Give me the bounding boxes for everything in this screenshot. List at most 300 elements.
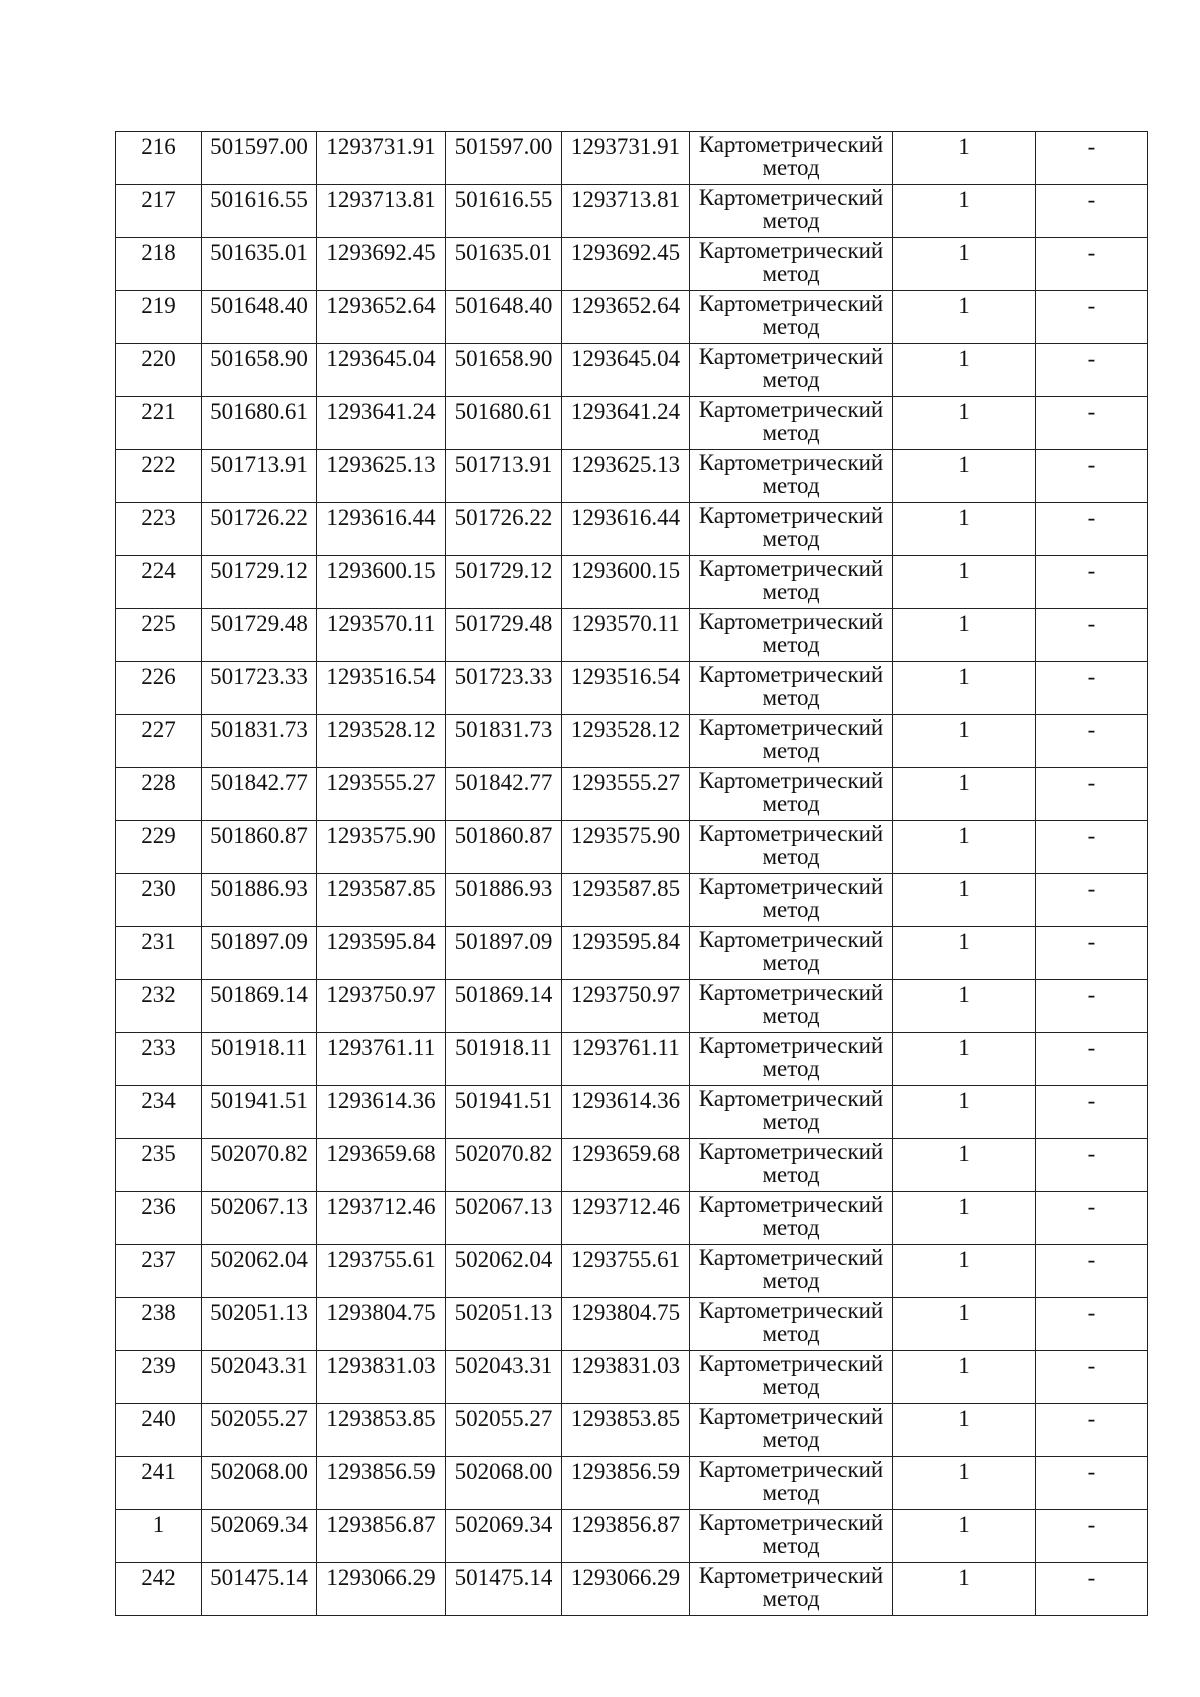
y-coordinate-cell: 1293600.15 [317, 556, 446, 609]
table-body [116, 132, 1148, 1616]
table-row [116, 503, 1148, 556]
x-coordinate-new-cell: 501897.09 [446, 927, 562, 980]
method-line-2: метод [762, 1586, 820, 1611]
y-coordinate-new-cell: 1293645.04 [562, 344, 690, 397]
method-line-1: Картометрический [698, 1563, 884, 1588]
accuracy-cell: 1 [893, 503, 1036, 556]
description-cell: - [1036, 503, 1148, 556]
method-line-2: метод [762, 685, 820, 710]
y-coordinate-cell: 1293066.29 [317, 1563, 446, 1616]
y-coordinate-cell: 1293625.13 [317, 450, 446, 503]
method-line-2: метод [762, 1003, 820, 1028]
x-coordinate-cell: 501831.73 [202, 715, 317, 768]
x-coordinate-cell: 501616.55 [202, 185, 317, 238]
method-cell [690, 344, 893, 397]
method-line-2: метод [762, 155, 820, 180]
table-row [116, 132, 1148, 185]
x-coordinate-cell: 501886.93 [202, 874, 317, 927]
method-cell [690, 1457, 893, 1510]
table-row [116, 291, 1148, 344]
x-coordinate-cell: 501648.40 [202, 291, 317, 344]
table-row [116, 450, 1148, 503]
accuracy-cell: 1 [893, 1033, 1036, 1086]
y-coordinate-new-cell: 1293587.85 [562, 874, 690, 927]
x-coordinate-cell: 502043.31 [202, 1351, 317, 1404]
accuracy-cell: 1 [893, 1298, 1036, 1351]
accuracy-cell: 1 [893, 609, 1036, 662]
table-row [116, 980, 1148, 1033]
method-cell [690, 1086, 893, 1139]
x-coordinate-cell: 502070.82 [202, 1139, 317, 1192]
description-cell: - [1036, 1245, 1148, 1298]
x-coordinate-new-cell: 501869.14 [446, 980, 562, 1033]
method-line-1: Картометрический [698, 609, 884, 634]
point-number-cell: 220 [116, 344, 202, 397]
y-coordinate-new-cell: 1293570.11 [562, 609, 690, 662]
point-number-cell: 240 [116, 1404, 202, 1457]
method-cell [690, 874, 893, 927]
method-line-1: Картометрический [698, 821, 884, 846]
method-line-1: Картометрический [698, 1298, 884, 1323]
description-cell: - [1036, 715, 1148, 768]
table-row [116, 556, 1148, 609]
accuracy-cell: 1 [893, 1086, 1036, 1139]
accuracy-cell: 1 [893, 980, 1036, 1033]
method-line-2: метод [762, 579, 820, 604]
y-coordinate-cell: 1293731.91 [317, 132, 446, 185]
method-line-1: Картометрический [698, 556, 884, 581]
method-cell [690, 662, 893, 715]
method-line-1: Картометрический [698, 450, 884, 475]
y-coordinate-cell: 1293516.54 [317, 662, 446, 715]
description-cell: - [1036, 1510, 1148, 1563]
table-row [116, 344, 1148, 397]
method-line-2: метод [762, 261, 820, 286]
table-row [116, 927, 1148, 980]
accuracy-cell: 1 [893, 927, 1036, 980]
x-coordinate-new-cell: 501842.77 [446, 768, 562, 821]
x-coordinate-new-cell: 501831.73 [446, 715, 562, 768]
method-line-2: метод [762, 950, 820, 975]
y-coordinate-cell: 1293712.46 [317, 1192, 446, 1245]
method-line-2: метод [762, 367, 820, 392]
y-coordinate-cell: 1293804.75 [317, 1298, 446, 1351]
accuracy-cell: 1 [893, 238, 1036, 291]
method-cell [690, 980, 893, 1033]
x-coordinate-new-cell: 501597.00 [446, 132, 562, 185]
point-number-cell: 238 [116, 1298, 202, 1351]
y-coordinate-cell: 1293853.85 [317, 1404, 446, 1457]
x-coordinate-cell: 501597.00 [202, 132, 317, 185]
table-row [116, 1510, 1148, 1563]
method-cell [690, 715, 893, 768]
y-coordinate-new-cell: 1293761.11 [562, 1033, 690, 1086]
y-coordinate-new-cell: 1293755.61 [562, 1245, 690, 1298]
x-coordinate-cell: 501680.61 [202, 397, 317, 450]
description-cell: - [1036, 1192, 1148, 1245]
table-row [116, 768, 1148, 821]
method-line-1: Картометрический [698, 980, 884, 1005]
y-coordinate-new-cell: 1293659.68 [562, 1139, 690, 1192]
description-cell: - [1036, 1033, 1148, 1086]
description-cell: - [1036, 874, 1148, 927]
method-line-1: Картометрический [698, 1457, 884, 1482]
method-line-2: метод [762, 844, 820, 869]
description-cell: - [1036, 980, 1148, 1033]
description-cell: - [1036, 397, 1148, 450]
method-cell [690, 185, 893, 238]
table-row [116, 1457, 1148, 1510]
method-line-1: Картометрический [698, 927, 884, 952]
method-line-2: метод [762, 1321, 820, 1346]
description-cell: - [1036, 609, 1148, 662]
description-cell: - [1036, 132, 1148, 185]
accuracy-cell: 1 [893, 1563, 1036, 1616]
method-line-1: Картометрический [698, 1510, 884, 1535]
method-line-2: метод [762, 208, 820, 233]
description-cell: - [1036, 1139, 1148, 1192]
method-line-2: метод [762, 1109, 820, 1134]
description-cell: - [1036, 1086, 1148, 1139]
coordinates-table [115, 131, 1148, 1616]
x-coordinate-cell: 501726.22 [202, 503, 317, 556]
method-line-2: метод [762, 526, 820, 551]
y-coordinate-new-cell: 1293614.36 [562, 1086, 690, 1139]
accuracy-cell: 1 [893, 1510, 1036, 1563]
point-number-cell: 241 [116, 1457, 202, 1510]
table-row [116, 609, 1148, 662]
accuracy-cell: 1 [893, 397, 1036, 450]
table-row [116, 1298, 1148, 1351]
description-cell: - [1036, 662, 1148, 715]
method-line-2: метод [762, 314, 820, 339]
point-number-cell: 221 [116, 397, 202, 450]
description-cell: - [1036, 450, 1148, 503]
accuracy-cell: 1 [893, 185, 1036, 238]
table-row [116, 1563, 1148, 1616]
point-number-cell: 222 [116, 450, 202, 503]
accuracy-cell: 1 [893, 662, 1036, 715]
method-line-2: метод [762, 632, 820, 657]
point-number-cell: 217 [116, 185, 202, 238]
method-line-1: Картометрический [698, 1192, 884, 1217]
method-line-2: метод [762, 738, 820, 763]
description-cell: - [1036, 1351, 1148, 1404]
method-cell [690, 1351, 893, 1404]
method-line-1: Картометрический [698, 1245, 884, 1270]
x-coordinate-new-cell: 502051.13 [446, 1298, 562, 1351]
method-cell [690, 556, 893, 609]
x-coordinate-cell: 501918.11 [202, 1033, 317, 1086]
accuracy-cell: 1 [893, 1457, 1036, 1510]
x-coordinate-cell: 501869.14 [202, 980, 317, 1033]
method-cell [690, 132, 893, 185]
y-coordinate-cell: 1293713.81 [317, 185, 446, 238]
point-number-cell: 235 [116, 1139, 202, 1192]
x-coordinate-cell: 501729.12 [202, 556, 317, 609]
x-coordinate-cell: 501842.77 [202, 768, 317, 821]
table-row [116, 1351, 1148, 1404]
y-coordinate-new-cell: 1293066.29 [562, 1563, 690, 1616]
table-row [116, 1139, 1148, 1192]
y-coordinate-cell: 1293761.11 [317, 1033, 446, 1086]
accuracy-cell: 1 [893, 1192, 1036, 1245]
accuracy-cell: 1 [893, 715, 1036, 768]
method-line-2: метод [762, 791, 820, 816]
x-coordinate-new-cell: 502067.13 [446, 1192, 562, 1245]
method-line-1: Картометрический [698, 291, 884, 316]
method-cell [690, 238, 893, 291]
accuracy-cell: 1 [893, 1351, 1036, 1404]
y-coordinate-cell: 1293528.12 [317, 715, 446, 768]
x-coordinate-cell: 502067.13 [202, 1192, 317, 1245]
x-coordinate-new-cell: 501729.48 [446, 609, 562, 662]
method-cell [690, 609, 893, 662]
x-coordinate-new-cell: 501648.40 [446, 291, 562, 344]
x-coordinate-cell: 501729.48 [202, 609, 317, 662]
description-cell: - [1036, 185, 1148, 238]
y-coordinate-new-cell: 1293625.13 [562, 450, 690, 503]
y-coordinate-new-cell: 1293856.59 [562, 1457, 690, 1510]
y-coordinate-new-cell: 1293595.84 [562, 927, 690, 980]
method-cell [690, 1192, 893, 1245]
x-coordinate-cell: 502069.34 [202, 1510, 317, 1563]
accuracy-cell: 1 [893, 768, 1036, 821]
y-coordinate-new-cell: 1293804.75 [562, 1298, 690, 1351]
x-coordinate-cell: 501635.01 [202, 238, 317, 291]
method-cell [690, 291, 893, 344]
x-coordinate-new-cell: 501729.12 [446, 556, 562, 609]
method-line-2: метод [762, 897, 820, 922]
method-line-2: метод [762, 1533, 820, 1558]
method-line-1: Картометрический [698, 1033, 884, 1058]
y-coordinate-cell: 1293831.03 [317, 1351, 446, 1404]
method-line-2: метод [762, 473, 820, 498]
table-row [116, 1245, 1148, 1298]
x-coordinate-cell: 502062.04 [202, 1245, 317, 1298]
description-cell: - [1036, 821, 1148, 874]
method-line-1: Картометрический [698, 397, 884, 422]
y-coordinate-new-cell: 1293528.12 [562, 715, 690, 768]
point-number-cell: 239 [116, 1351, 202, 1404]
y-coordinate-cell: 1293755.61 [317, 1245, 446, 1298]
table-row [116, 1404, 1148, 1457]
description-cell: - [1036, 1404, 1148, 1457]
method-line-1: Картометрический [698, 132, 884, 157]
method-line-1: Картометрический [698, 503, 884, 528]
method-line-1: Картометрический [698, 1086, 884, 1111]
x-coordinate-new-cell: 501860.87 [446, 821, 562, 874]
point-number-cell: 228 [116, 768, 202, 821]
y-coordinate-new-cell: 1293641.24 [562, 397, 690, 450]
y-coordinate-cell: 1293856.59 [317, 1457, 446, 1510]
method-line-1: Картометрический [698, 662, 884, 687]
table-row [116, 715, 1148, 768]
x-coordinate-cell: 502068.00 [202, 1457, 317, 1510]
method-cell [690, 1563, 893, 1616]
method-line-1: Картометрический [698, 715, 884, 740]
method-line-2: метод [762, 1215, 820, 1240]
point-number-cell: 224 [116, 556, 202, 609]
method-cell [690, 1404, 893, 1457]
accuracy-cell: 1 [893, 1404, 1036, 1457]
y-coordinate-new-cell: 1293616.44 [562, 503, 690, 556]
x-coordinate-cell: 501713.91 [202, 450, 317, 503]
y-coordinate-cell: 1293692.45 [317, 238, 446, 291]
x-coordinate-cell: 501723.33 [202, 662, 317, 715]
x-coordinate-new-cell: 502055.27 [446, 1404, 562, 1457]
table-row [116, 662, 1148, 715]
x-coordinate-new-cell: 501941.51 [446, 1086, 562, 1139]
y-coordinate-new-cell: 1293516.54 [562, 662, 690, 715]
method-cell [690, 1298, 893, 1351]
method-line-2: метод [762, 1427, 820, 1452]
y-coordinate-cell: 1293645.04 [317, 344, 446, 397]
x-coordinate-cell: 501897.09 [202, 927, 317, 980]
point-number-cell: 219 [116, 291, 202, 344]
method-cell [690, 503, 893, 556]
accuracy-cell: 1 [893, 450, 1036, 503]
x-coordinate-new-cell: 502069.34 [446, 1510, 562, 1563]
method-line-1: Картометрический [698, 1139, 884, 1164]
x-coordinate-new-cell: 502043.31 [446, 1351, 562, 1404]
point-number-cell: 223 [116, 503, 202, 556]
point-number-cell: 230 [116, 874, 202, 927]
method-line-1: Картометрический [698, 344, 884, 369]
y-coordinate-cell: 1293641.24 [317, 397, 446, 450]
table-row [116, 874, 1148, 927]
point-number-cell: 233 [116, 1033, 202, 1086]
description-cell: - [1036, 768, 1148, 821]
point-number-cell: 216 [116, 132, 202, 185]
x-coordinate-new-cell: 502070.82 [446, 1139, 562, 1192]
x-coordinate-new-cell: 501726.22 [446, 503, 562, 556]
table-row [116, 238, 1148, 291]
x-coordinate-cell: 501475.14 [202, 1563, 317, 1616]
y-coordinate-cell: 1293570.11 [317, 609, 446, 662]
y-coordinate-new-cell: 1293853.85 [562, 1404, 690, 1457]
accuracy-cell: 1 [893, 132, 1036, 185]
accuracy-cell: 1 [893, 1245, 1036, 1298]
y-coordinate-new-cell: 1293692.45 [562, 238, 690, 291]
x-coordinate-cell: 502055.27 [202, 1404, 317, 1457]
y-coordinate-cell: 1293614.36 [317, 1086, 446, 1139]
x-coordinate-new-cell: 501616.55 [446, 185, 562, 238]
y-coordinate-cell: 1293750.97 [317, 980, 446, 1033]
point-number-cell: 231 [116, 927, 202, 980]
method-line-1: Картометрический [698, 185, 884, 210]
method-cell [690, 450, 893, 503]
description-cell: - [1036, 556, 1148, 609]
x-coordinate-cell: 501658.90 [202, 344, 317, 397]
method-line-1: Картометрический [698, 238, 884, 263]
accuracy-cell: 1 [893, 291, 1036, 344]
y-coordinate-cell: 1293575.90 [317, 821, 446, 874]
table-row [116, 397, 1148, 450]
point-number-cell: 1 [116, 1510, 202, 1563]
table-row [116, 821, 1148, 874]
method-cell [690, 821, 893, 874]
x-coordinate-new-cell: 501723.33 [446, 662, 562, 715]
method-line-1: Картометрический [698, 1351, 884, 1376]
y-coordinate-new-cell: 1293750.97 [562, 980, 690, 1033]
x-coordinate-new-cell: 501658.90 [446, 344, 562, 397]
accuracy-cell: 1 [893, 1139, 1036, 1192]
x-coordinate-new-cell: 501680.61 [446, 397, 562, 450]
x-coordinate-new-cell: 501475.14 [446, 1563, 562, 1616]
point-number-cell: 227 [116, 715, 202, 768]
table-row [116, 185, 1148, 238]
method-cell [690, 1245, 893, 1298]
description-cell: - [1036, 1298, 1148, 1351]
y-coordinate-cell: 1293555.27 [317, 768, 446, 821]
description-cell: - [1036, 1563, 1148, 1616]
method-line-1: Картометрический [698, 874, 884, 899]
x-coordinate-new-cell: 501918.11 [446, 1033, 562, 1086]
method-cell [690, 927, 893, 980]
table-row [116, 1086, 1148, 1139]
point-number-cell: 225 [116, 609, 202, 662]
description-cell: - [1036, 927, 1148, 980]
accuracy-cell: 1 [893, 874, 1036, 927]
point-number-cell: 226 [116, 662, 202, 715]
x-coordinate-new-cell: 501886.93 [446, 874, 562, 927]
point-number-cell: 229 [116, 821, 202, 874]
accuracy-cell: 1 [893, 344, 1036, 397]
x-coordinate-new-cell: 502062.04 [446, 1245, 562, 1298]
y-coordinate-new-cell: 1293831.03 [562, 1351, 690, 1404]
y-coordinate-new-cell: 1293713.81 [562, 185, 690, 238]
point-number-cell: 242 [116, 1563, 202, 1616]
method-line-1: Картометрический [698, 1404, 884, 1429]
description-cell: - [1036, 238, 1148, 291]
method-line-2: метод [762, 1480, 820, 1505]
x-coordinate-cell: 502051.13 [202, 1298, 317, 1351]
y-coordinate-new-cell: 1293600.15 [562, 556, 690, 609]
method-cell [690, 397, 893, 450]
y-coordinate-new-cell: 1293652.64 [562, 291, 690, 344]
method-line-2: метод [762, 1374, 820, 1399]
point-number-cell: 236 [116, 1192, 202, 1245]
description-cell: - [1036, 1457, 1148, 1510]
y-coordinate-cell: 1293652.64 [317, 291, 446, 344]
accuracy-cell: 1 [893, 821, 1036, 874]
point-number-cell: 234 [116, 1086, 202, 1139]
table-row [116, 1033, 1148, 1086]
x-coordinate-new-cell: 501635.01 [446, 238, 562, 291]
description-cell: - [1036, 291, 1148, 344]
y-coordinate-new-cell: 1293731.91 [562, 132, 690, 185]
method-line-2: метод [762, 1162, 820, 1187]
table-row [116, 1192, 1148, 1245]
y-coordinate-new-cell: 1293856.87 [562, 1510, 690, 1563]
y-coordinate-new-cell: 1293712.46 [562, 1192, 690, 1245]
x-coordinate-new-cell: 502068.00 [446, 1457, 562, 1510]
y-coordinate-cell: 1293856.87 [317, 1510, 446, 1563]
x-coordinate-new-cell: 501713.91 [446, 450, 562, 503]
method-line-2: метод [762, 420, 820, 445]
description-cell: - [1036, 344, 1148, 397]
point-number-cell: 237 [116, 1245, 202, 1298]
method-cell [690, 1510, 893, 1563]
point-number-cell: 232 [116, 980, 202, 1033]
y-coordinate-cell: 1293616.44 [317, 503, 446, 556]
y-coordinate-cell: 1293595.84 [317, 927, 446, 980]
method-cell [690, 1139, 893, 1192]
x-coordinate-cell: 501860.87 [202, 821, 317, 874]
y-coordinate-new-cell: 1293575.90 [562, 821, 690, 874]
method-line-2: метод [762, 1268, 820, 1293]
